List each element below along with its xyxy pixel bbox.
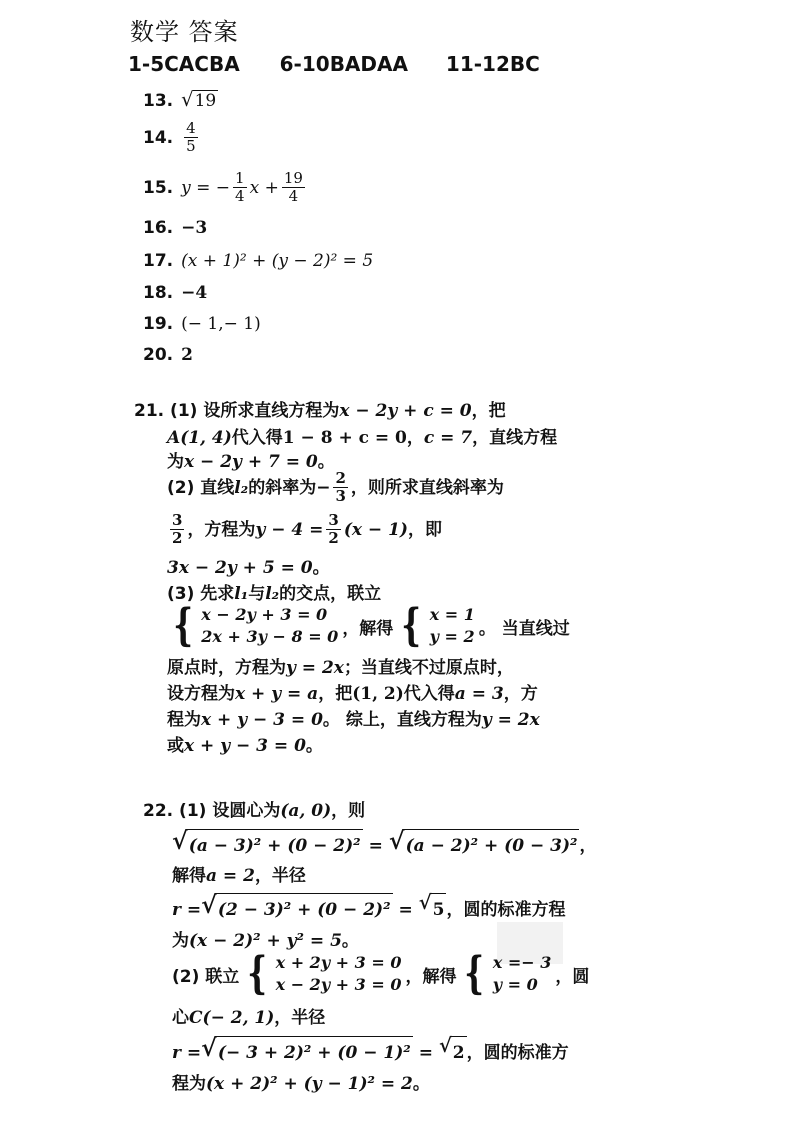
q21-part2-line-2: $\frac{3}{2}$ ，方程为 y − 4 = $\frac{3}{2}$ (x − 1) ，即: [172, 511, 442, 548]
answer-13: [143, 90, 218, 111]
q21-line-2: A(1, 4)代入得1 − 8 + c = 0，c = 7，直线方程: [167, 428, 558, 448]
answer-number: 19.: [143, 314, 174, 334]
mc-1-5: 1-5CACBA: [128, 52, 240, 76]
fraction: $\frac{3}{2}$: [328, 511, 339, 548]
sqrt-expression: √ 2: [439, 1036, 467, 1069]
sqrt-expression: √ (a − 2)² + (0 − 3)²: [389, 829, 580, 862]
q22-line-4: r = √ (2 − 3)² + (0 − 2)² = √ 5 ，圆的标准方程: [172, 893, 565, 926]
sqrt-expression: √ 5: [419, 893, 447, 926]
q21-part3-line-4: 原点时，方程为y = 2x；当直线不过原点时，: [167, 658, 514, 678]
answer-20: 20. 2: [143, 345, 193, 365]
page-title: 数学 答案: [130, 18, 239, 46]
equation-system: { x = 1 y = 2: [401, 600, 475, 651]
answer-number: 17.: [143, 251, 174, 271]
sqrt-expression: √ 19: [181, 88, 217, 111]
q21-part2-line-1: (2) 直线 l₂ 的斜率为− $\frac{2}{3}$ ，则所求直线斜率为: [167, 469, 504, 506]
equation-system: { x − 2y + 3 = 0 2x + 3y − 8 = 0: [173, 600, 339, 651]
answer-14: [143, 120, 201, 156]
q22-part2-line-4: 程为(x + 2)² + (y − 1)² = 2。: [172, 1074, 430, 1094]
fraction: $\frac{3}{2}$: [172, 511, 183, 548]
q21-part3-line-7: 或x + y − 3 = 0。: [167, 736, 323, 756]
q22-line-5: 为(x − 2)² + y² = 5。: [172, 931, 359, 951]
answer-19: 19. (− 1,− 1): [143, 314, 261, 334]
answer-17: 17. (x + 1)² + (y − 2)² = 5: [143, 251, 374, 271]
q21-line-1: 21. (1) 设所求直线方程为x − 2y + c = 0，把: [134, 401, 506, 421]
equation-system: { x =− 3 y = 0: [464, 948, 552, 999]
answer-number: 14.: [143, 127, 174, 148]
q22-line-3: 解得a = 2，半径: [172, 866, 306, 886]
multiple-choice-answers: [128, 52, 540, 76]
fraction: $\frac{19}{4}$: [283, 169, 303, 206]
mc-11-12: 11-12BC: [445, 52, 540, 76]
fraction: $\frac{2}{3}$: [335, 469, 346, 506]
q21-part3-line-6: 程为x + y − 3 = 0。 综上，直线方程为y = 2x: [167, 710, 540, 730]
q22-line-2: √ (a − 3)² + (0 − 2)² = √ (a − 2)² + (0 − 3)² ，: [172, 829, 596, 862]
answer-number: 13.: [143, 90, 174, 111]
answer-number: 15.: [143, 177, 174, 198]
answer-number: 18.: [143, 283, 174, 303]
q21-part3-line-5: 设方程为x + y = a，把(1, 2)代入得a = 3，方: [167, 684, 538, 704]
q22-line-1: 22. (1) 设圆心为(a, 0)，则: [143, 801, 366, 821]
q21-part3-systems: { x − 2y + 3 = 0 2x + 3y − 8 = 0 ，解得 { x = 1 y = 2 。 当直线过: [165, 604, 570, 648]
fraction: $\frac{4}{5}$: [186, 119, 196, 156]
sqrt-expression: √ (2 − 3)² + (0 − 2)²: [201, 893, 392, 926]
answer-18: 18. −4: [143, 283, 208, 303]
q22-part2-line-2: 心C(− 2, 1)，半径: [172, 1008, 326, 1028]
answer-number: 16.: [143, 218, 174, 238]
fraction: $\frac{1}{4}$: [235, 169, 245, 206]
equation-system: { x + 2y + 3 = 0 x − 2y + 3 = 0: [247, 948, 402, 999]
q22-part2-systems: (2) 联立 { x + 2y + 3 = 0 x − 2y + 3 = 0 ，解得 { x =− 3 y = 0 ，圆: [172, 948, 590, 999]
answer-15: 15. y = − $\frac{1}{4}$ x + $\frac{19}{4}$: [143, 169, 303, 206]
sqrt-expression: √ (a − 3)² + (0 − 2)²: [172, 829, 363, 862]
q21-part3-line-1: (3) 先求l₁与l₂的交点，联立: [167, 584, 382, 604]
q22-part2-line-3: r = √ (− 3 + 2)² + (0 − 1)² = √ 2 ，圆的标准方: [172, 1036, 569, 1069]
answer-number: 20.: [143, 345, 174, 365]
sqrt-expression: √ (− 3 + 2)² + (0 − 1)²: [201, 1036, 413, 1069]
mc-6-10: 6-10BADAA: [279, 52, 408, 76]
q21-part2-line-3: 3x − 2y + 5 = 0。: [167, 558, 330, 578]
answer-16: 16. −3: [143, 218, 208, 238]
q21-line-3: 为x − 2y + 7 = 0。: [167, 452, 335, 472]
